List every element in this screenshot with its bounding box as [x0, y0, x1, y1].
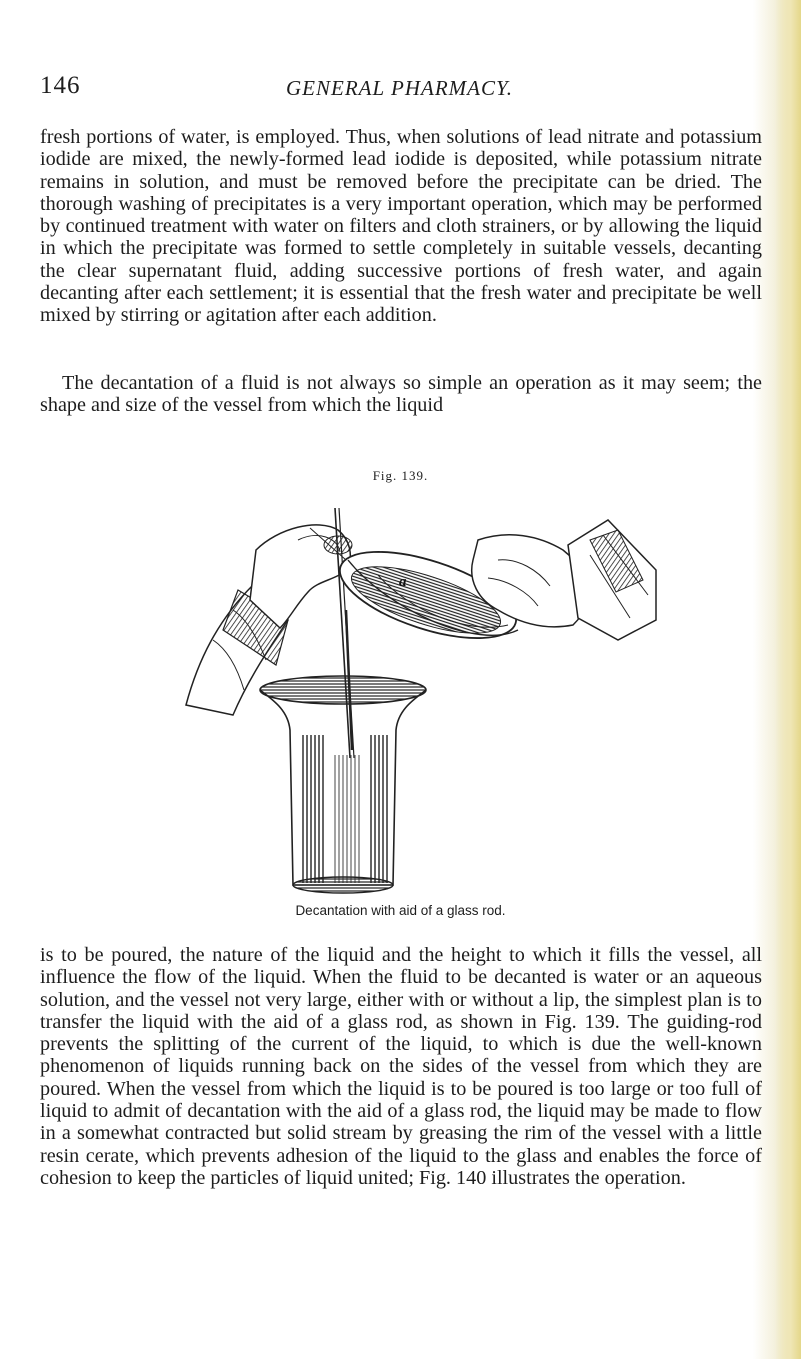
figure-letter: a	[399, 574, 407, 590]
page-header	[0, 72, 801, 112]
paragraph-decantation-intro: The decantation of a fluid is not always so simple an operation as it may seem; the shape and size of the vessel from which the liquid	[40, 372, 762, 417]
figure-caption: Decantation with aid of a glass rod.	[295, 903, 506, 918]
right-sleeve	[568, 520, 656, 640]
page-number: 146	[40, 72, 81, 99]
page-edge-yellowing	[775, 0, 801, 1359]
paragraph-decantation-continued: is to be poured, the nature of the liquid and the height to which it fills the vessel, all influence the flow of the liquid. When the fluid to be decanted is water or an aqueous solution, and the vessel not very large, either with or without a lip, the simplest plan is to transfer the liquid with the aid of a glass rod, as shown in Fig. 139. The guiding-rod prevents the splitting of the current of the liquid, to which is due the well-known phenomenon of liquids running back on the sides of the vessel from which they are poured. When the vessel from which the liquid is to be poured is too large or too full of liquid to admit of decantation with the aid of a glass rod, the liquid may be made to flow in a somewhat contracted but solid stream by greasing the rim of the vessel with a little resin cerate, which prevents adhesion of the liquid to the glass and enables the force of cohesion to keep the particles of liquid united; Fig. 140 illustrates the operation.	[40, 944, 762, 1189]
figure-label: Fig. 139.	[372, 468, 429, 483]
receiving-beaker	[260, 676, 426, 893]
decantation-illustration	[178, 500, 658, 898]
running-title: GENERAL PHARMACY.	[286, 76, 514, 100]
paragraph-washing-precipitates: fresh portions of water, is employed. Thus, when solutions of lead nitrate and potassium iodide are mixed, the newly-formed lead iodide is deposited, while potassium nitrate remains in solution, and must be removed before the precipitate can be dried. The thorough washing of precipitates is a very important operation, which may be performed by continued treatment with water on filters and cloth strainers, or by allowing the liquid in which the precipitate was formed to settle completely in suitable vessels, decanting the clear supernatant fluid, adding successive portions of fresh water, and again decanting after each settlement; it is essential that the fresh water and precipitate be well mixed by stirring or agitation after each addition.	[40, 126, 762, 327]
